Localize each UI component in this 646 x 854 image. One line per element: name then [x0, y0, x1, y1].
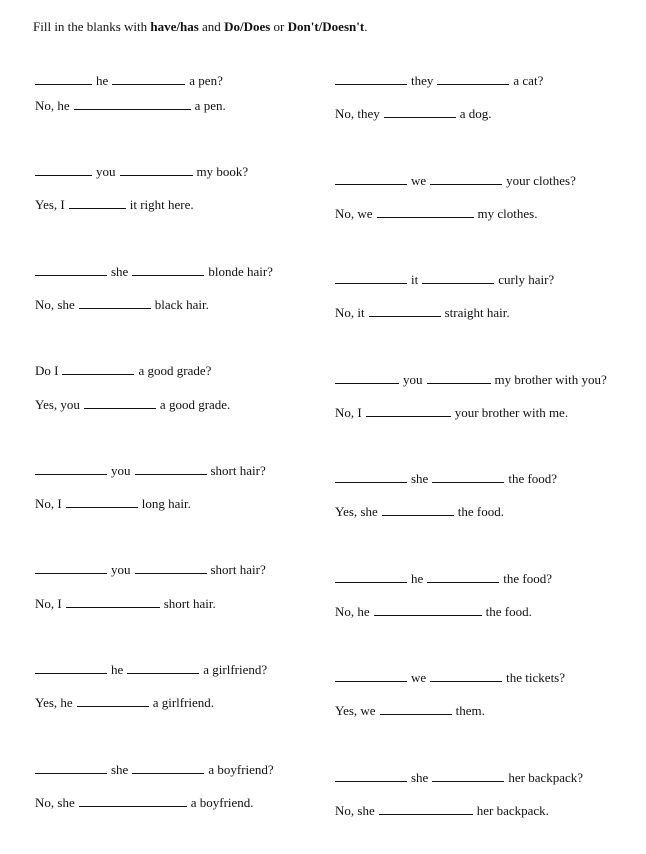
answer-blank[interactable]	[380, 703, 452, 715]
question-object: the tickets?	[506, 670, 566, 685]
answer-blank[interactable]	[66, 596, 160, 608]
question-line	[35, 164, 248, 179]
question-line	[335, 272, 554, 287]
answer-subject: No, they	[335, 106, 380, 121]
question-subject: she	[111, 264, 129, 279]
answer-subject: Yes, he	[35, 695, 73, 710]
question-line	[35, 73, 223, 88]
answer-line	[35, 695, 214, 710]
answer-subject: Yes, we	[335, 703, 376, 718]
answer-blank[interactable]	[382, 504, 454, 516]
question-object: a good grade?	[138, 363, 212, 378]
answer-blank[interactable]	[35, 164, 92, 176]
question-object: short hair?	[210, 562, 266, 577]
answer-blank[interactable]	[335, 670, 407, 682]
answer-subject: No, she	[335, 803, 375, 818]
question-line	[35, 662, 267, 677]
question-object: a boyfriend?	[208, 762, 274, 777]
answer-blank[interactable]	[35, 264, 107, 276]
question-subject: he	[411, 571, 424, 586]
question-subject: she	[411, 471, 429, 486]
answer-object: it right here.	[129, 197, 194, 212]
answer-object: a dog.	[459, 106, 492, 121]
answer-blank[interactable]	[132, 264, 204, 276]
instructions-text: Fill in the blanks with	[33, 19, 151, 34]
answer-blank[interactable]	[384, 106, 456, 118]
answer-blank[interactable]	[335, 173, 407, 185]
answer-object: the food.	[457, 504, 504, 519]
instructions-text: or	[270, 19, 288, 34]
answer-subject: No, it	[335, 305, 365, 320]
answer-blank[interactable]	[135, 463, 207, 475]
question-subject: you	[96, 164, 116, 179]
answer-blank[interactable]	[432, 471, 504, 483]
answer-blank[interactable]	[366, 405, 451, 417]
question-subject: we	[411, 670, 427, 685]
answer-subject: No, I	[35, 496, 62, 511]
instructions-dont-doesnt: Don't/Doesn't	[287, 19, 365, 34]
answer-object: a good grade.	[159, 397, 231, 412]
question-object: a pen?	[189, 73, 223, 88]
answer-blank[interactable]	[335, 571, 407, 583]
answer-subject: No, he	[35, 98, 70, 113]
answer-blank[interactable]	[62, 363, 134, 375]
answer-line	[335, 305, 510, 320]
answer-object: a pen.	[194, 98, 226, 113]
answer-object: her backpack.	[476, 803, 549, 818]
answer-line	[335, 604, 532, 619]
question-object: her backpack?	[508, 770, 584, 785]
answer-blank[interactable]	[77, 695, 149, 707]
question-line	[335, 770, 583, 785]
answer-line	[35, 795, 254, 810]
question-line	[35, 562, 266, 577]
question-object: the food?	[503, 571, 553, 586]
answer-blank[interactable]	[335, 770, 407, 782]
question-subject: you	[403, 372, 423, 387]
answer-blank[interactable]	[377, 206, 474, 218]
answer-line	[335, 504, 504, 519]
answer-blank[interactable]	[335, 471, 407, 483]
question-object: my book?	[196, 164, 249, 179]
answer-blank[interactable]	[79, 795, 187, 807]
question-line	[335, 173, 576, 188]
answer-object: short hair.	[163, 596, 216, 611]
question-object: a cat?	[513, 73, 544, 88]
answer-blank[interactable]	[422, 272, 494, 284]
answer-blank[interactable]	[132, 762, 204, 774]
answer-line	[35, 197, 194, 212]
answer-subject: No, he	[335, 604, 370, 619]
question-object: curly hair?	[498, 272, 555, 287]
answer-line	[335, 206, 537, 221]
answer-blank[interactable]	[374, 604, 482, 616]
answer-object: a girlfriend.	[152, 695, 215, 710]
instructions-text: and	[198, 19, 225, 34]
answer-line	[35, 397, 230, 412]
answer-blank[interactable]	[35, 762, 107, 774]
answer-line	[335, 803, 549, 818]
answer-object: straight hair.	[444, 305, 510, 320]
question-line	[35, 363, 211, 378]
question-subject: he	[96, 73, 109, 88]
question-object: the food?	[508, 471, 558, 486]
answer-line	[335, 405, 568, 420]
question-subject: they	[411, 73, 434, 88]
answer-subject: No, I	[35, 596, 62, 611]
answer-blank[interactable]	[427, 372, 491, 384]
question-line	[335, 471, 557, 486]
answer-blank[interactable]	[430, 670, 502, 682]
question-subject: you	[111, 562, 131, 577]
answer-subject: No, she	[35, 297, 75, 312]
question-subject: he	[111, 662, 124, 677]
question-object: a girlfriend?	[203, 662, 268, 677]
answer-object: a boyfriend.	[190, 795, 254, 810]
answer-blank[interactable]	[379, 803, 473, 815]
answer-line	[35, 596, 216, 611]
instructions-do-does: Do/Does	[224, 19, 271, 34]
question-subject: she	[111, 762, 129, 777]
answer-object: black hair.	[154, 297, 209, 312]
answer-blank[interactable]	[35, 662, 107, 674]
answer-subject: Yes, I	[35, 197, 65, 212]
answer-subject: Yes, you	[35, 397, 80, 412]
question-object: blonde hair?	[208, 264, 273, 279]
question-line	[335, 571, 552, 586]
instructions-have-has: have/has	[150, 19, 199, 34]
question-line	[335, 670, 565, 685]
answer-blank[interactable]	[437, 73, 509, 85]
answer-subject: No, we	[335, 206, 373, 221]
question-line	[335, 372, 607, 387]
question-line	[335, 73, 543, 88]
answer-blank[interactable]	[74, 98, 191, 110]
instructions-text: .	[364, 19, 368, 34]
answer-blank[interactable]	[69, 197, 126, 209]
answer-blank[interactable]	[335, 272, 407, 284]
question-subject: Do I	[35, 363, 59, 378]
answer-blank[interactable]	[430, 173, 502, 185]
answer-blank[interactable]	[66, 496, 138, 508]
question-subject: you	[111, 463, 131, 478]
answer-object: my clothes.	[477, 206, 538, 221]
answer-object: long hair.	[141, 496, 191, 511]
question-line	[35, 463, 266, 478]
answer-blank[interactable]	[335, 73, 407, 85]
answer-line	[35, 297, 209, 312]
question-object: my brother with you?	[494, 372, 607, 387]
answer-blank[interactable]	[35, 463, 107, 475]
answer-line	[335, 703, 485, 718]
answer-subject: Yes, she	[335, 504, 378, 519]
answer-blank[interactable]	[112, 73, 185, 85]
answer-blank[interactable]	[369, 305, 441, 317]
question-subject: she	[411, 770, 429, 785]
question-object: your clothes?	[506, 173, 576, 188]
answer-blank[interactable]	[127, 662, 199, 674]
answer-line	[35, 98, 226, 113]
answer-blank[interactable]	[84, 397, 156, 409]
question-subject: we	[411, 173, 427, 188]
answer-blank[interactable]	[79, 297, 151, 309]
answer-blank[interactable]	[335, 372, 399, 384]
question-line	[35, 762, 274, 777]
answer-blank[interactable]	[135, 562, 207, 574]
question-subject: it	[411, 272, 419, 287]
answer-object: the food.	[485, 604, 532, 619]
answer-blank[interactable]	[427, 571, 499, 583]
answer-object: them.	[455, 703, 485, 718]
answer-blank[interactable]	[120, 164, 193, 176]
answer-object: your brother with me.	[454, 405, 569, 420]
answer-line	[335, 106, 492, 121]
question-line	[35, 264, 273, 279]
answer-subject: No, I	[335, 405, 362, 420]
answer-subject: No, she	[35, 795, 75, 810]
answer-blank[interactable]	[35, 73, 92, 85]
question-object: short hair?	[210, 463, 266, 478]
answer-line	[35, 496, 191, 511]
answer-blank[interactable]	[432, 770, 504, 782]
answer-blank[interactable]	[35, 562, 107, 574]
instructions	[33, 19, 367, 35]
